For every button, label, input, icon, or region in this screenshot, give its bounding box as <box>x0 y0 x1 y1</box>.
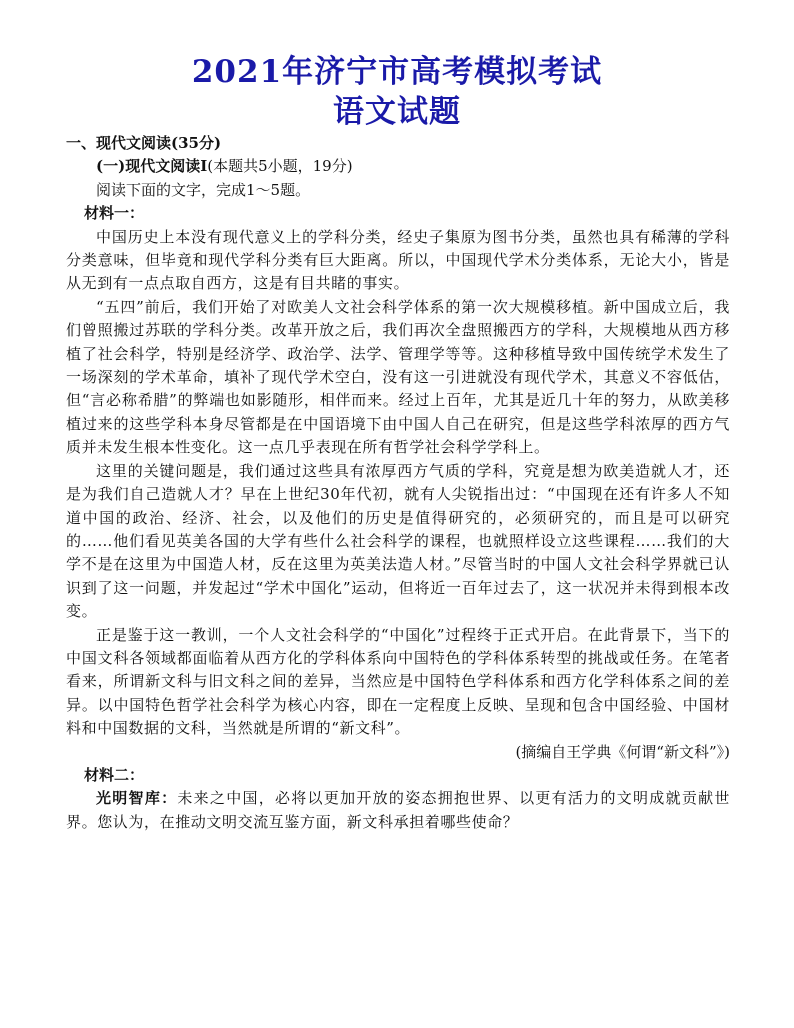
material-1-paragraph: 中国历史上本没有现代意义上的学科分类，经史子集原为图书分类，虽然也具有稀薄的学科分类意味，但毕竟和现代学科分类有巨大距离。所以，中国现代学术分类体系，无论大小，皆是从无到有一点点取自西方，这是有目共睹的事实。 <box>66 227 730 293</box>
material-2-label: 材料二： <box>84 765 145 784</box>
exam-content <box>66 132 730 834</box>
material-1-label: 材料一： <box>84 204 145 223</box>
material-1-source: (摘编自王学典《何谓“新文科”》) <box>515 742 730 761</box>
exam-title: 2021年济宁市高考模拟考试 <box>191 54 603 90</box>
interview-question: 未来之中国，必将以更加开放的姿态拥抱世界、以更有活力的文明成就贡献世界。您认为，在推动文明交流互鉴方面，新文科承担着哪些使命？ <box>66 789 730 831</box>
material-2-paragraph <box>66 787 730 834</box>
sub-section-note: (本题共5小题，19分) <box>207 157 353 176</box>
sub-section-heading <box>66 155 730 178</box>
material-1-paragraph: “五四”前后，我们开始了对欧美人文社会科学体系的第一次大规模移植。新中国成立后，我们曾照搬过苏联的学科分类。改革开放之后，我们再次全盘照搬西方的学科，大规模地从西方移植了社会科学，特别是经济学、政治学、法学、管理学等等。这种移植导致中国传统学术发生了一场深刻的学术革命，填补了现代学术空白，没有这一引进就没有现代学术，其意义不容低估，但“言必称希腊”的弊端也如影随形，相伴而来。经过上百年，尤其是近几十年的努力，从欧美移植过来的这些学科本身尽管都是在中国语境下由中国人自己在研究，但是这些学科浓厚的西方气质并未发生根本性变化。这一点几乎表现在所有哲学社会科学学科上。 <box>66 297 730 457</box>
reading-instruction: 阅读下面的文字，完成1～5题。 <box>96 180 311 199</box>
material-1-paragraph: 这里的关键问题是，我们通过这些具有浓厚西方气质的学科，究竟是想为欧美造就人才，还是为我们自己造就人才？早在上世纪30年代初，就有人尖锐指出过：“中国现在还有许多人不知道中国的政治、经济、社会，以及他们的历史是值得研究的，必须研究的，而且是可以研究的……他们看见英美各国的大学有些什么社会科学的课程，也就照样设立这些课程……我们的大学不是在这里为中国造人材，反在这里为英美法造人材。”尽管当时的中国人文社会科学界就已认识到了这一问题，并发起过“学术中国化”运动，但将近一百年过去了，这一状况并未得到根本改变。 <box>66 461 730 621</box>
sub-section-title: (一)现代文阅读Ⅰ <box>96 157 208 176</box>
exam-subtitle: 语文试题 <box>333 94 461 130</box>
section-heading: 一、现代文阅读(35分) <box>66 134 222 152</box>
material-1-paragraph: 正是鉴于这一教训，一个人文社会科学的“中国化”过程终于正式开启。在此背景下，当下的中国文科各领域都面临着从西方化的学科体系向中国特色的学科体系转型的挑战或任务。在笔者看来，所谓新文科与旧文科之间的差异，当然应是中国特色学科体系和西方化学科体系之间的差异。以中国特色哲学社会科学为核心内容，即在一定程度上反映、呈现和包含中国经验、中国材料和中国数据的文科，当然就是所谓的“新文科”。 <box>66 625 730 738</box>
interview-label: 光明智库： <box>96 789 178 808</box>
